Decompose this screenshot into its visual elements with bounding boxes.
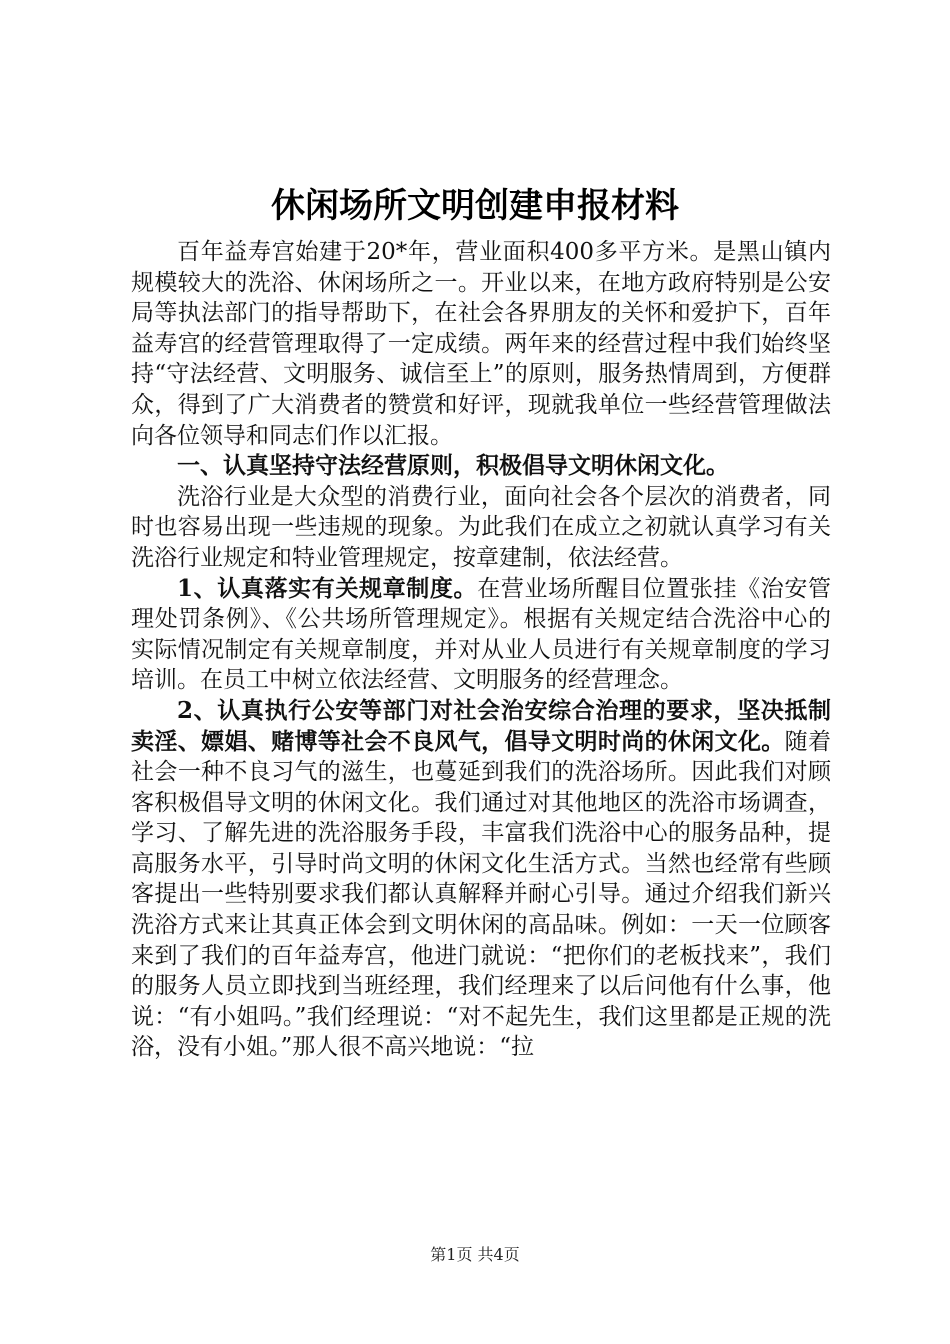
- item-2-body: 随着社会一种不良习气的滋生，也蔓延到我们的洗浴场所。因此我们对顾客积极倡导文明的休闲文化。我们通过对其他地区的洗浴市场调查，学习、了解先进的洗浴服务手段，丰富我们洗浴中心的服务品种，提高服务水平，引导时尚文明的休闲文化生活方式。当然也经常有些顾客提出一些特别要求我们都认真解释并耐心引导。通过介绍我们新兴洗浴方式来让其真正体会到文明休闲的高品味。例如：一天一位顾客来到了我们的百年益寿宫，他进门就说：“把你们的老板找来”，我们的服务人员立即找到当班经理，我们经理来了以后问他有什么事，他说：“有小姐吗。”我们经理说：“对不起先生，我们这里都是正规的洗浴，没有小姐。”那人很不高兴地说：“拉: [131, 728, 832, 1061]
- item-1-paragraph: [131, 574, 831, 696]
- section-paragraph: 洗浴行业是大众型的消费行业，面向社会各个层次的消费者，同时也容易出现一些违规的现象。为此我们在成立之初就认真学习有关洗浴行业规定和特业管理规定，按章建制，依法经营。: [131, 483, 831, 571]
- document-title: 休闲场所文明创建申报材料: [271, 186, 679, 226]
- section-heading: 一、认真坚持守法经营原则，积极倡导文明休闲文化。: [177, 452, 729, 480]
- document-body: [131, 237, 831, 1063]
- item-1-lead: 1、认真落实有关规章制度。: [177, 574, 478, 602]
- intro-paragraph: 百年益寿宫始建于20*年，营业面积400多平方米。是黑山镇内规模较大的洗浴、休闲场所之一。开业以来，在地方政府特别是公安局等执法部门的指导帮助下，在社会各界朋友的关怀和爱护下，百年益寿宫的经营管理取得了一定成绩。两年来的经营过程中我们始终坚持“守法经营、文明服务、诚信至上”的原则，服务热情周到，方便群众，得到了广大消费者的赞赏和好评，现就我单位一些经营管理做法向各位领导和同志们作以汇报。: [131, 239, 831, 449]
- page-footer: 第1页 共4页: [430, 1245, 520, 1264]
- item-2-paragraph: [131, 696, 831, 1063]
- item-2-lead: 2、认真执行公安等部门对社会治安综合治理的要求，坚决抵制卖淫、嫖娼、赌博等社会不良风气，倡导文明时尚的休闲文化。: [131, 696, 831, 755]
- item-1-body: 在营业场所醒目位置张挂《治安管理处罚条例》、《公共场所管理规定》。根据有关规定结合洗浴中心的实际情况制定有关规章制度，并对从业人员进行有关规章制度的学习培训。在员工中树立依法经营、文明服务的经营理念。: [131, 575, 831, 694]
